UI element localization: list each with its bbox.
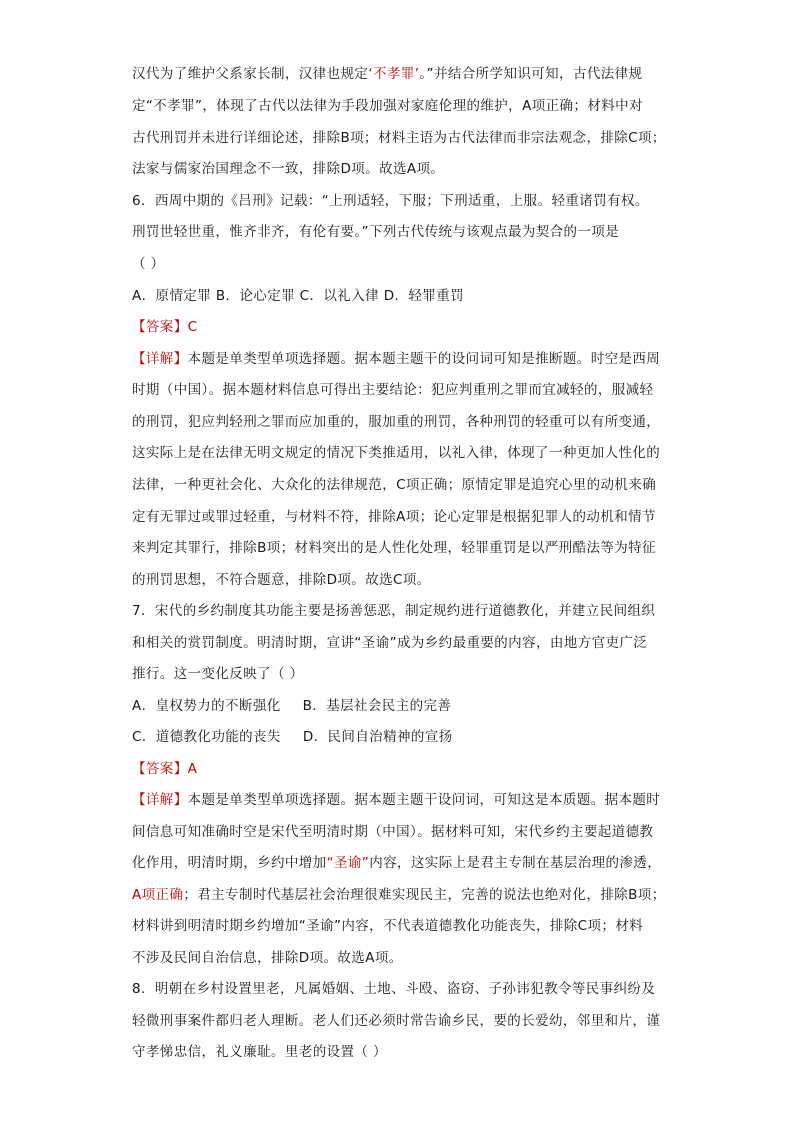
q6-detail-line: 的刑罚，犯应判轻刑之罪而应加重的，服加重的刑罚，各种刑罚的轻重可以有所变通，: [132, 414, 661, 430]
text-span: 本题是单类型单项选择题。据本题主题干设问词，可知这是本质题。据本题时: [187, 792, 661, 808]
q6-stem: 刑罚世轻世重，惟齐非齐，有伦有要。”下列古代传统与该观点最为契合的一项是: [132, 224, 620, 240]
text-span: 汉代为了维护父系家长制，汉律也规定: [132, 66, 369, 82]
text-span: 定“不孝罪”，体现了古代以法律为手段加强对家庭伦理的维护，: [132, 98, 523, 114]
q7-options-row: [132, 727, 453, 747]
q7-stem: 和相关的赏罚制度。明清时期，宣讲“圣谕”成为乡约最重要的内容，由地方官吏广泛: [132, 635, 648, 651]
text-span: 化作用，明清时期，乡约中增加: [132, 855, 327, 871]
q6-detail-line: [132, 349, 660, 369]
q7-detail-line: 不涉及民间自治信息，排除D项。故选A项。: [132, 950, 403, 966]
q8-stem: 守孝悌忠信，礼义廉耻。里老的设置（ ）: [132, 1044, 387, 1060]
q8-stem: 8．明朝在乡村设置里老，凡属婚姻、土地、斗殴、盗窃、子孙讳犯教令等民事纠纷及: [132, 981, 656, 997]
answer-label: 【答案】: [132, 761, 188, 777]
text-span: 。”并结合所学知识可知，古代法律规: [419, 66, 643, 82]
q7-detail-line: [132, 885, 666, 905]
q6-detail-line: 时期（中国）。据本题材料信息可得出主要结论：犯应判重刑之罪而宜减轻的，服减轻: [132, 382, 654, 398]
q7-detail-line: 间信息可知准确时空是宋代至明清时期（中国）。据材料可知，宋代乡约主要起道德教: [132, 824, 654, 840]
q6-answer: [132, 317, 197, 337]
option-a: A．皇权势力的不断强化: [132, 698, 281, 714]
q6-detail-line: 定有无罪过或罪过轻重，与材料不符，排除A项；论心定罪是根据犯罪人的动机和情节: [132, 509, 656, 525]
q5-explanation-line: 古代刑罚并未进行详细论述，排除B项；材料主语为古代法律而非宗法观念，排除C项；: [132, 130, 666, 146]
q5-explanation-line: 法家与儒家治国理念不一致，排除D项。故选A项。: [132, 161, 445, 177]
q5-explanation-line: [132, 64, 642, 84]
q7-options-row: [132, 696, 451, 716]
q6-stem: 6．西周中期的《吕刑》记载：“上刑适轻，下服；下刑适重，上服。轻重诸罚有权。: [132, 193, 649, 209]
q6-detail-line: 的刑罚思想，不符合题意，排除D项。故选C项。: [132, 572, 431, 588]
q5-explanation-line: [132, 96, 643, 116]
q6-detail-line: 来判定其罪行，排除B项；材料突出的是人性化处理，轻罪重罚是以严刑酷法等为特征: [132, 540, 656, 556]
q7-stem: 7．宋代的乡约制度其功能主要是扬善惩恶，制定规约进行道德教化，并建立民间组织: [132, 603, 656, 619]
detail-label: 【详解】: [132, 351, 188, 367]
q7-stem: 推行。这一变化反映了（ ）: [132, 666, 304, 682]
option-c: C．道德教化功能的丧失: [132, 729, 281, 745]
q6-detail-line: 这实际上是在法律无明文规定的情况下类推适用，以礼入律，体现了一种更加人性化的: [132, 445, 661, 461]
detail-label: 【详解】: [132, 792, 188, 808]
answer-label: 【答案】: [132, 319, 188, 335]
highlighted-term: A项正确: [132, 887, 184, 903]
q6-options: A．原情定罪 B．论心定罪 C．以礼入律 D．轻罪重罚: [132, 288, 464, 304]
text-span: A项正确；材料中对: [522, 98, 643, 114]
answer-value: C: [187, 319, 198, 335]
q7-detail-line: 材料讲到明清时期乡约增加“圣谕”内容，不代表道德教化功能丧失，排除C项；材料: [132, 918, 644, 934]
q6-detail-line: 法律，一种更社会化、大众化的法律规范，C项正确；原情定罪是追究心里的动机来确: [132, 477, 657, 493]
q8-stem: 轻微刑事案件都归老人理断。老人们还必须时常告谕乡民，要的长爱幼，邻里和片，谨: [132, 1013, 661, 1029]
q6-blank: （ ）: [132, 256, 165, 272]
q7-answer: [132, 759, 197, 779]
text-span: 本题是单类型单项选择题。据本题主题干的设问词可知是推断题。时空是西周: [187, 351, 661, 367]
highlighted-term: ‘不孝罪’: [368, 66, 420, 82]
q7-detail-line: [132, 853, 661, 873]
option-d: D．民间自治精神的宣扬: [302, 729, 453, 745]
option-b: B．基层社会民主的完善: [302, 698, 452, 714]
text-span: ；君主专制时代基层社会治理很难实现民主，完善的说法也绝对化，排除B项；: [183, 887, 666, 903]
q7-detail-line: [132, 790, 660, 810]
answer-value: A: [187, 761, 198, 777]
highlighted-term: “圣谕”: [326, 855, 370, 871]
text-span: 内容，这实际上是君主专制在基层治理的渗透，: [369, 855, 662, 871]
